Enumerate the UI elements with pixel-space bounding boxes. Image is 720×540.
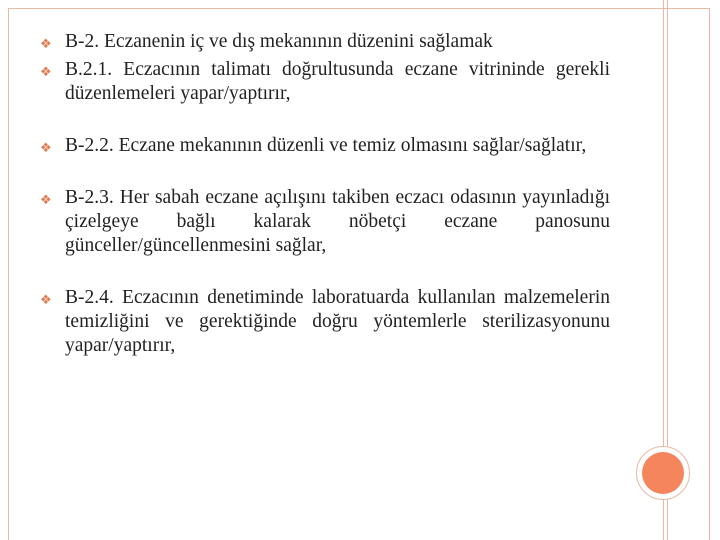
bullet-list <box>40 30 610 358</box>
decorative-circle-icon <box>642 452 684 494</box>
list-item-text: B-2. Eczanenin iç ve dış mekanının düzenini sağlamak <box>65 31 493 52</box>
list-item <box>40 134 610 158</box>
diamond-bullet-icon: ❖ <box>40 293 52 308</box>
diamond-bullet-icon: ❖ <box>40 141 52 156</box>
list-item <box>40 286 610 358</box>
list-item-text: B-2.2. Eczane mekanının düzenli ve temiz olmasını sağlar/sağlatır, <box>65 135 587 156</box>
list-item <box>40 186 610 258</box>
diamond-bullet-icon: ❖ <box>40 37 52 52</box>
list-item-text: B-2.3. Her sabah eczane açılışını takiben eczacı odasının yayınladığı çizelgeye bağlı kalarak nöbetçi eczane panosunu günceller/güncellenmesini sağlar, <box>65 187 610 256</box>
list-item-text: B-2.4. Eczacının denetiminde laboratuarda kullanılan malzemelerin temizliğini ve gerektiğinde doğru yöntemlerle sterilizasyonunu yapar/yaptırır, <box>65 287 610 356</box>
list-item <box>40 30 610 54</box>
list-item <box>40 58 610 106</box>
list-item-text: B.2.1. Eczacının talimatı doğrultusunda eczane vitrininde gerekli düzenlemeleri yapar/yaptırır, <box>65 59 610 104</box>
diamond-bullet-icon: ❖ <box>40 193 52 208</box>
diamond-bullet-icon: ❖ <box>40 65 52 80</box>
